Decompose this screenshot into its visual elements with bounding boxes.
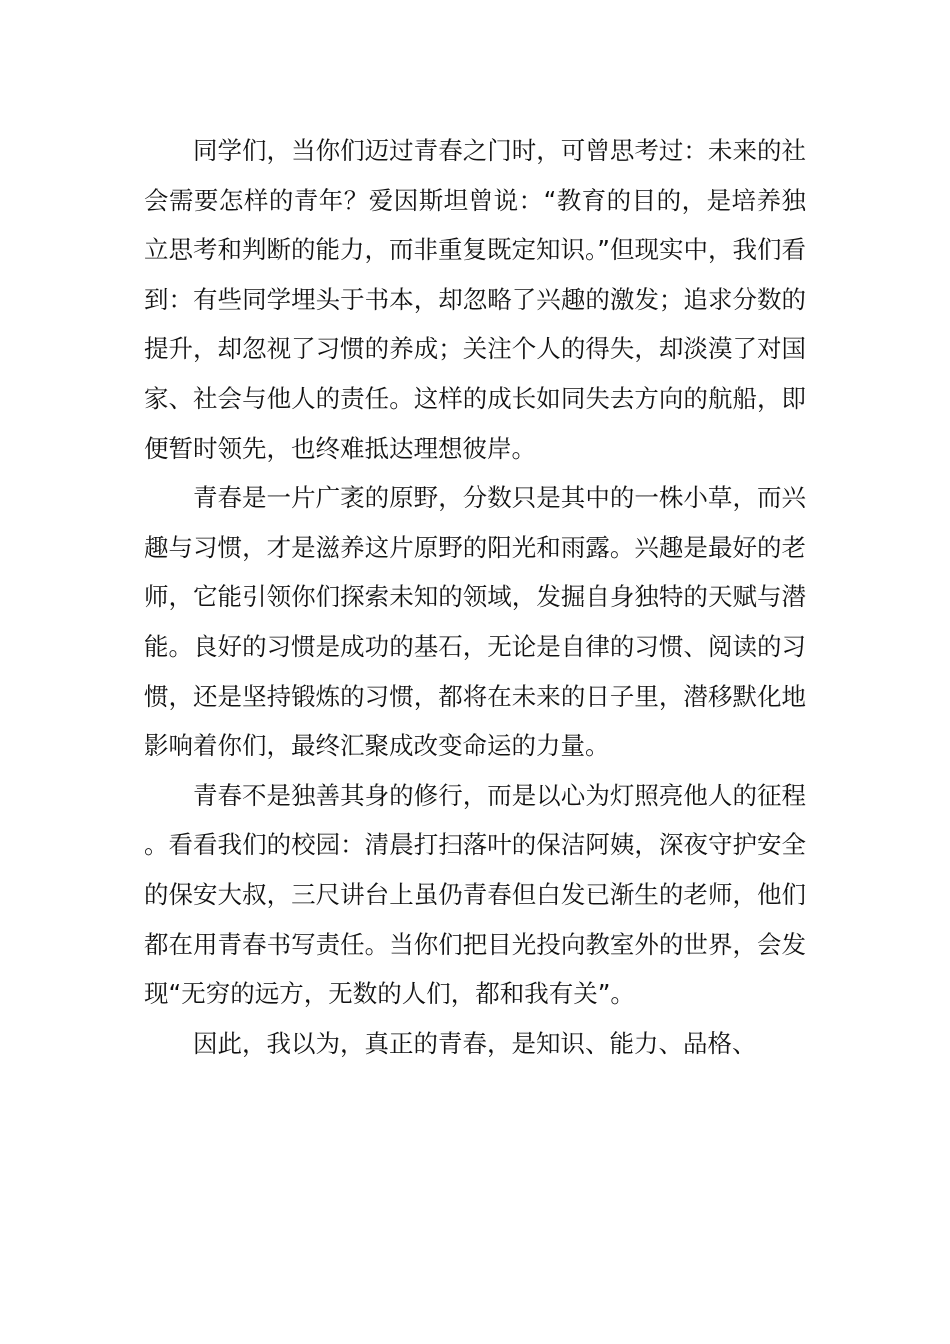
paragraph-1: 同学们，当你们迈过青春之门时，可曾思考过：未来的社会需要怎样的青年？爱因斯坦曾说：“教育的目的，是培养独立思考和判断的能力，而非重复既定知识。”但现实中，我们看到：有些同学埋头于书本，却忽略了兴趣的激发；追求分数的提升，却忽视了习惯的养成；关注个人的得失，却淡漠了对国家、社会与他人的责任。这样的成长如同失去方向的航船，即便暂时领先，也终难抵达理想彼岸。	[144, 136, 806, 463]
document-body	[144, 126, 806, 1068]
paragraph-3: 青春不是独善其身的修行，而是以心为灯照亮他人的征程。看看我们的校园：清晨打扫落叶的保洁阿姨，深夜守护安全的保安大叔，三尺讲台上虽仍青春但白发已渐生的老师，他们都在用青春书写责任。当你们把目光投向教室外的世界，会发现“无穷的远方，无数的人们，都和我有关”。	[144, 780, 806, 1009]
paragraph-4: 因此，我以为，真正的青春，是知识、能力、品格、	[193, 1028, 757, 1058]
paragraph-2: 青春是一片广袤的原野，分数只是其中的一株小草，而兴趣与习惯，才是滋养这片原野的阳光和雨露。兴趣是最好的老师，它能引领你们探索未知的领域，发掘自身独特的天赋与潜能。良好的习惯是成功的基石，无论是自律的习惯、阅读的习惯，还是坚持锻炼的习惯，都将在未来的日子里，潜移默化地影响着你们，最终汇聚成改变命运的力量。	[144, 483, 806, 761]
